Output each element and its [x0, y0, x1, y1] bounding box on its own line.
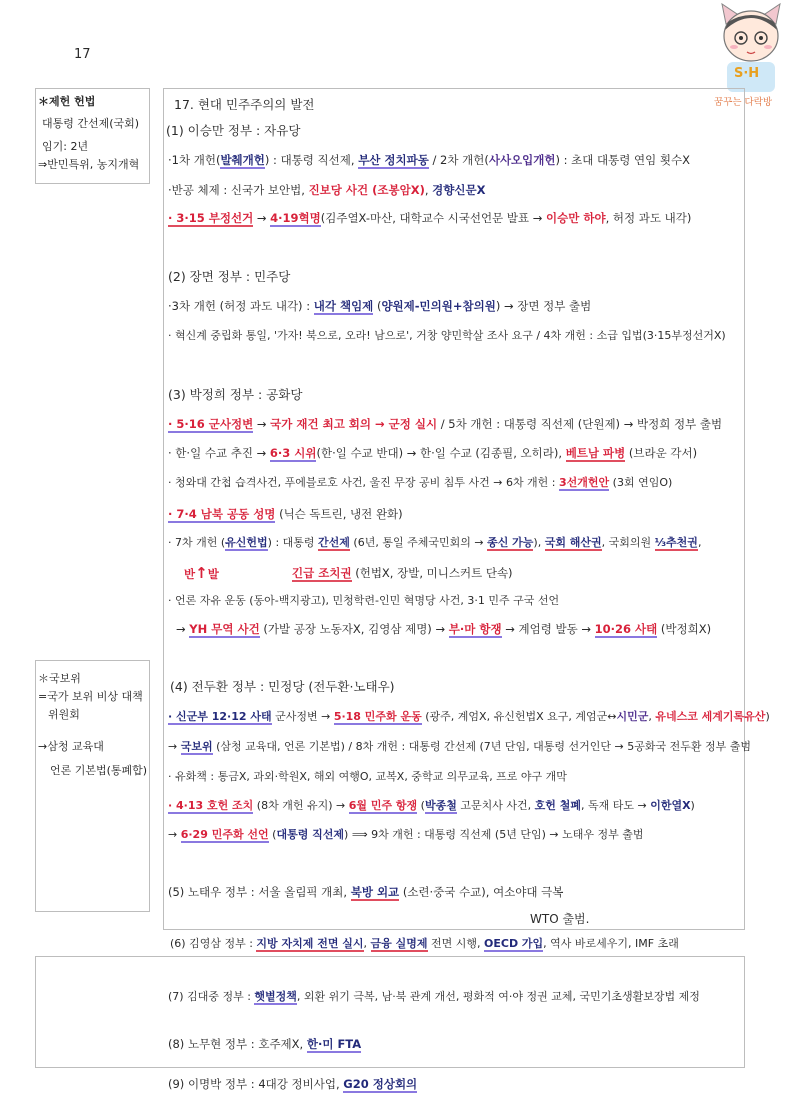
text-line: · 혁신계 중립화 통일, '가자! 북으로, 오라! 남으로', 거창 양민학살 조사 요구 / 4차 개헌 : 소급 입법(3·15부정선거X)	[168, 329, 726, 342]
logo-caption: 꿈꾸는 다락방	[714, 97, 773, 108]
page-title: 17. 현대 민주주의의 발전	[174, 97, 315, 112]
note-line: 대통령 간선제(국회)	[42, 117, 140, 130]
note-line: 언론 기본법(통폐합)	[50, 764, 148, 777]
text-line: · 한·일 수교 추진 → 6·3 시위(한·일 수교 반대) → 한·일 수교 (김종필, 오히라), 베트남 파병 (브라운 각서)	[168, 446, 698, 460]
text-line: · 신군부 12·12 사태 군사정변 → 5·18 민주화 운동 (광주, 계엄X, 유신헌법X 요구, 계엄군↔시민군, 유네스코 세계기록유산)	[168, 710, 770, 723]
text-line: → 국보위 (삼청 교육대, 언론 기본법) / 8차 개헌 : 대통령 간선제 (7년 단임, 대통령 선거인단 → 5공화국 전두환 정부 출범	[168, 740, 751, 753]
text-line: · 7차 개헌 (유신헌법) : 대통령 간선제 (6년, 통일 주체국민회의 → 종신 가능), 국회 해산권, 국회의원 ⅓추천권,	[168, 536, 702, 549]
note-line: ⇒반민특위, 농지개혁	[38, 158, 140, 171]
text-line: · 4·13 호헌 조치 (8차 개헌 유지) → 6월 민주 항쟁 (박종철 고문치사 사건, 호헌 철폐, 독재 타도 → 이한열X)	[168, 799, 695, 812]
note-line: =국가 보위 비상 대책	[38, 690, 143, 703]
text-line: ·반공 체제 : 신국가 보안법, 진보당 사건 (조봉암X), 경향신문X	[168, 183, 486, 197]
note-line: 위원회	[48, 708, 80, 721]
text-line: (9) 이명박 정부 : 4대강 정비사업, G20 정상회의	[168, 1077, 418, 1091]
section-heading: (3) 박정희 정부 : 공화당	[168, 387, 303, 402]
text-line: · 3·15 부정선거 → 4·19혁명(김주열X-마산, 대학교수 시국선언문 발표 → 이승만 하야, 허정 과도 내각)	[168, 211, 692, 225]
text-line: · 7·4 남북 공동 성명 (닉슨 독트린, 냉전 완화)	[168, 507, 403, 521]
section-heading: (1) 이승만 정부 : 자유당	[166, 123, 301, 138]
text-line: · 5·16 군사정변 → 국가 재건 최고 회의 → 군정 실시 / 5차 개헌 : 대통령 직선제 (단원제) → 박정희 정부 출범	[168, 417, 723, 431]
section-heading: (2) 장면 정부 : 민주당	[168, 269, 291, 284]
text-line: (6) 김영삼 정부 : 지방 자치제 전면 실시, 금융 실명제 전면 시행, OECD 가입, 역사 바로세우기, IMF 초래	[170, 937, 679, 950]
page-number: 17	[74, 47, 91, 62]
text-line: (8) 노무현 정부 : 호주제X, 한·미 FTA	[168, 1037, 362, 1051]
text-line: (7) 김대중 정부 : 햇볕정책, 외환 위기 극복, 남·북 관계 개선, 평화적 여·야 정권 교체, 국민기초생활보장법 제정	[168, 990, 700, 1003]
text-line: → 6·29 민주화 선언 (대통령 직선제) ⟹ 9차 개헌 : 대통령 직선제 (5년 단임) → 노태우 정부 출범	[168, 828, 644, 841]
text-line: 반↑발	[184, 564, 219, 582]
text-line: · 언론 자유 운동 (동아-백지광고), 민청학련-인민 혁명당 사건, 3·1 민주 구국 선언	[168, 594, 560, 607]
section-heading: (4) 전두환 정부 : 민정당 (전두환·노태우)	[170, 679, 395, 694]
note-line: →삼청 교육대	[38, 740, 104, 753]
text-line: (5) 노태우 정부 : 서울 올림픽 개최, 북방 외교 (소련·중국 수교), 여소야대 극복	[168, 885, 564, 899]
bottom-box	[35, 956, 745, 1068]
text-line: 긴급 조치권 (헌법X, 장발, 미니스커트 단속)	[292, 566, 513, 580]
logo-badge: S·H	[734, 66, 760, 81]
text-line: · 청와대 간첩 습격사건, 푸에블로호 사건, 울진 무장 공비 침투 사건 → 6차 개헌 : 3선개헌안 (3회 연임O)	[168, 476, 673, 489]
text-line: ·1차 개헌(발췌개헌) : 대통령 직선제, 부산 정치파동 / 2차 개헌(사사오입개헌) : 초대 대통령 연임 횟수X	[168, 153, 690, 167]
note-title: ＊제헌 헌법	[38, 95, 96, 108]
text-line: ·3차 개헌 (허정 과도 내각) : 내각 책임제 (양원제-민의원+참의원) → 장면 정부 출범	[168, 299, 592, 313]
annotation-note: WTO 출범.	[530, 912, 590, 926]
text-line: → YH 무역 사건 (가발 공장 노동자X, 김영삼 제명) → 부·마 항쟁 → 계엄령 발동 → 10·26 사태 (박정희X)	[176, 622, 712, 636]
text-line: · 유화책 : 통금X, 과외·학원X, 해외 여행O, 교복X, 중학교 의무교육, 프로 야구 개막	[168, 770, 567, 783]
note-line: 임기: 2년	[42, 140, 89, 153]
note-title: ＊국보위	[38, 672, 81, 685]
